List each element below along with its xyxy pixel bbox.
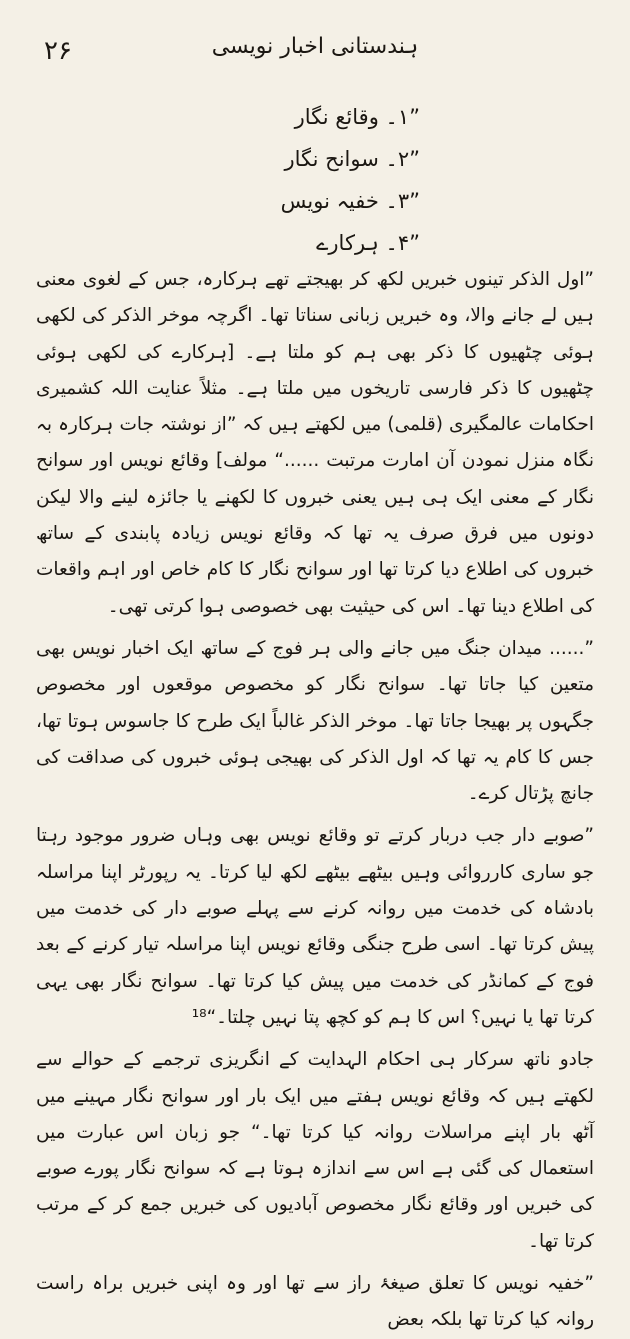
page-number: ۲۶ — [44, 36, 72, 66]
reporter-types-list — [281, 96, 420, 264]
paragraph: ”خفیہ نویس کا تعلق صیغۂ راز سے تھا اور وہ اپنی خبریں براہ راست روانہ کیا کرتا تھا بلکہ بعض — [36, 1273, 594, 1331]
running-title: ہندستانی اخبار نویسی — [211, 34, 419, 59]
body-text — [36, 262, 594, 1339]
list-item: ”۴۔ ہرکارے — [316, 231, 420, 255]
paragraph: ”اول الذکر تینوں خبریں لکھ کر بھیجتے تھے ہرکارہ، جس کے لغوی معنی ہیں لے جانے والا، وہ خبریں زبانی سناتا تھا۔ اگرچہ موخر الذکر کی لکھی ہوئی چٹھیوں کا ذکر بھی ہم کو ملتا ہے۔ [ہرکارے کی لکھی ہوئی چٹھیوں کا ذکر فارسی تاریخوں میں ملتا ہے۔ مثلاً عنایت اللہ کشمیری احکامات عالمگیری (قلمی) میں لکھتے ہیں کہ ”از نوشتہ جات ہرکارہ بہ نگاہ منزل نمودن آن امارت مرتبت ......“ مولف] وقائع نویس اور سوانح نگار کے معنی ایک ہی ہیں یعنی خبروں کا لکھنے یا جائزہ لینے والا لیکن دونوں میں فرق صرف یہ تھا کہ وقائع نویس زیادہ پابندی کے ساتھ خبروں کی اطلاع دیا کرتا تھا اور سوانح نگار کا کام خاص اور اہم واقعات کی اطلاع دینا تھا۔ اس کی حیثیت بھی خصوصی ہوا کرتی تھی۔ — [36, 269, 594, 617]
paragraph: جادو ناتھ سرکار ہی احکام الہدایت کے انگریزی ترجمے کے حوالے سے لکھتے ہیں کہ وقائع نویس ہفتے میں ایک بار اور سوانح نگار مہینے میں آٹھ بار اپنے مراسلات روانہ کیا کرتا تھا۔“ جو زبان اس عبارت میں استعمال کی گئی ہے اس سے اندازہ ہوتا ہے کہ سوانح نگار پورے صوبے کی خبریں اور وقائع نگار مخصوص آبادیوں کی خبریں جمع کر کے مرتب کرتا تھا۔ — [36, 1049, 594, 1252]
list-item: ”۱۔ وقائع نگار — [294, 105, 420, 129]
list-item: ”۲۔ سوانح نگار — [284, 147, 420, 171]
paragraph: ”...... میدان جنگ میں جانے والی ہر فوج کے ساتھ ایک اخبار نویس بھی متعین کیا جاتا تھا۔ سوانح نگار کو مخصوص موقعوں اور مخصوص جگہوں پر بھیجا جاتا تھا۔ موخر الذکر غالباً ایک طرح کا جاسوس ہوتا تھا، جس کا کام یہ تھا کہ اول الذکر کی بھیجی ہوئی خبروں کی صداقت کی جانچ پڑتال کرے۔ — [36, 637, 594, 805]
paragraph: ”صوبے دار جب دربار کرتے تو وقائع نویس بھی وہاں ضرور موجود رہتا جو ساری کارروائی وہیں بیٹھے بیٹھے لکھ لیا کرتا۔ یہ رپورٹر اپنا مراسلہ بادشاہ کی خدمت میں روانہ کرنے سے پہلے صوبے دار کی خدمت میں پیش کرتا تھا۔ اسی طرح جنگی وقائع نویس اپنا مراسلہ تیار کرنے کے بعد فوج کے کمانڈر کی خدمت میں پیش کیا کرتا تھا۔ سوانح نگار بھی یہی کرتا تھا یا نہیں؟ اس کا ہم کو کچھ پتا نہیں چلتا۔“¹⁸ — [36, 825, 594, 1028]
page-header — [0, 28, 630, 68]
list-item: ”۳۔ خفیہ نویس — [280, 189, 420, 213]
